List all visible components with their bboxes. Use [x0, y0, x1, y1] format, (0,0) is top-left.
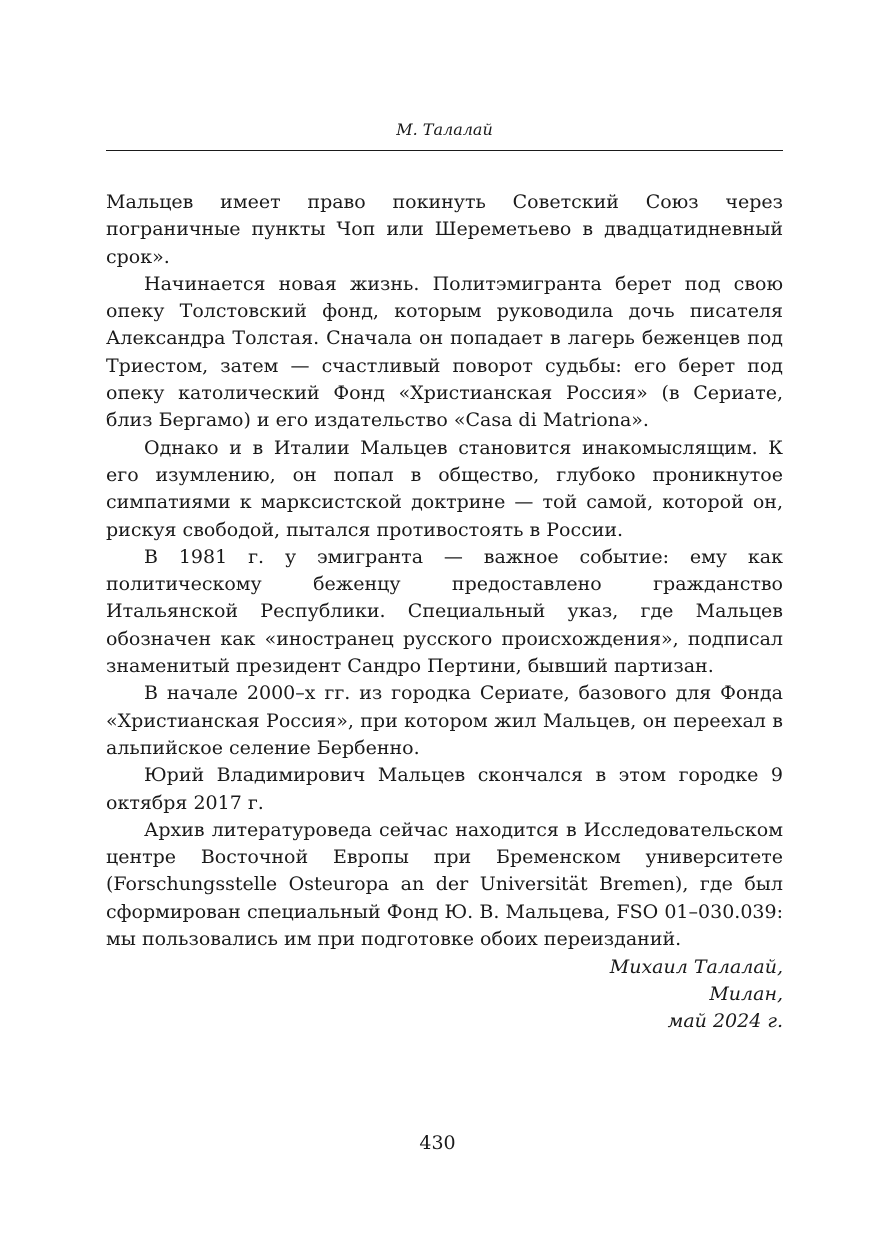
signature-name: Михаил Талалай,	[609, 956, 783, 978]
paragraph-2: Начинается новая жизнь. Политэмигранта берет под свою опеку Толстовский фонд, которым руководила дочь писателя Александра Толстая. Сначала он попадает в лагерь беженцев под Триестом, затем — счастливый поворот судьбы: его берет под опеку католический Фонд «Христианская Россия» (в Сериате, близ Бергамо) и его издательство «Casa di Matriona».	[106, 272, 783, 432]
signature-date: май 2024 г.	[667, 1010, 783, 1032]
paragraph-7: Архив литературоведа сейчас находится в Исследовательском центре Восточной Европы при Бременском университете (Forschungsstelle Osteuropa an der Universität Bremen), где был сформирован специальный Фонд Ю. В. Мальцева, FSO 01–030.039: мы пользовались им при подготовке обоих переизданий.	[106, 818, 783, 951]
page-number: 430	[419, 1132, 456, 1154]
signature	[383, 954, 783, 1035]
paragraph-3: Однако и в Италии Мальцев становится инакомыслящим. К его изумлению, он попал в общество, глубоко проникнутое симпатиями к марксистской доктрине — той самой, которой он, рискуя свободой, пытался противостоять в России.	[106, 436, 783, 541]
header-rule	[106, 150, 783, 151]
paragraph-4: В 1981 г. у эмигранта — важное событие: ему как политическому беженцу предоставлено гражданство Итальянской Республики. Специальный указ, где Мальцев обозначен как «иностранец русского происхождения», подписал знаменитый президент Сандро Пертини, бывший партизан.	[106, 545, 783, 678]
paragraph-6: Юрий Владимирович Мальцев скончался в этом городке 9 октября 2017 г.	[106, 764, 783, 814]
paragraph-1: Мальцев имеет право покинуть Советский Союз через пограничные пункты Чоп или Шереметьево в двадцатидневный срок».	[106, 191, 783, 268]
signature-place: Милан,	[709, 983, 783, 1005]
paragraph-5: В начале 2000–х гг. из городка Сериате, базового для Фонда «Христианская Россия», при котором жил Мальцев, он переехал в альпийское селение Бербенно.	[106, 682, 783, 759]
running-head: М. Талалай	[396, 120, 493, 139]
body-text	[106, 189, 783, 953]
